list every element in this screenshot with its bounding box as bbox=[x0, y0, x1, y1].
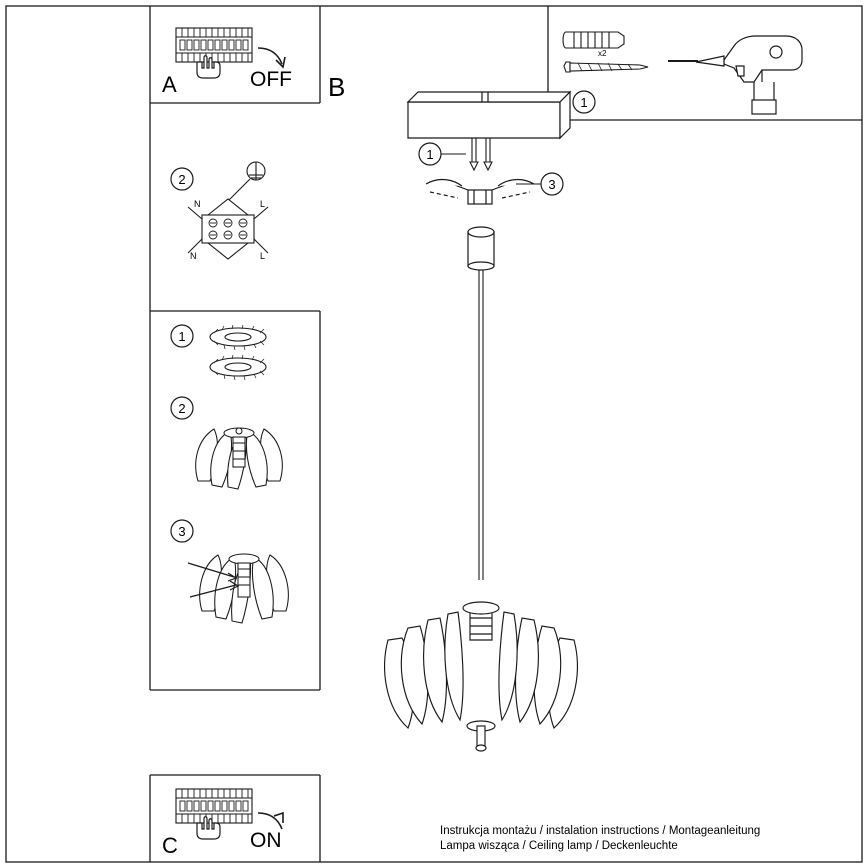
footer-caption bbox=[440, 824, 850, 854]
ceiling-mount-plate-icon bbox=[408, 92, 570, 138]
panel-a-state-label: OFF bbox=[250, 68, 292, 91]
terminal-label-n-top: N bbox=[194, 199, 201, 209]
assembly-step-3-number: 3 bbox=[178, 524, 186, 539]
panel-c-letter: C bbox=[162, 833, 178, 858]
terminal-label-l-top: L bbox=[260, 199, 266, 209]
panel-a bbox=[150, 6, 320, 103]
washer-rings-icon bbox=[210, 325, 266, 380]
assembly-step-2-number: 2 bbox=[178, 401, 186, 416]
footer-line-1: Instrukcja montażu / instalation instructions / Montageanleitung bbox=[440, 825, 761, 837]
panel-c bbox=[150, 775, 320, 862]
earth-ground-symbol-icon bbox=[247, 162, 265, 180]
terminal-block-icon bbox=[426, 180, 534, 204]
wiring-step-number: 2 bbox=[178, 172, 186, 187]
terminal-label-n-bottom: N bbox=[190, 251, 197, 261]
pendant-lamp-assembly-illustration bbox=[330, 80, 630, 780]
panel-a-letter: A bbox=[162, 72, 177, 97]
terminal-label-l-bottom: L bbox=[260, 251, 266, 261]
shade-petals-assembly-icon bbox=[196, 428, 283, 489]
terminal-step-number: 3 bbox=[548, 177, 556, 192]
shade-petals-tighten-icon bbox=[188, 554, 288, 623]
tools-step-number: 1 bbox=[580, 95, 588, 110]
screw-icon bbox=[564, 62, 648, 72]
panel-wiring bbox=[150, 103, 320, 311]
lamp-canopy-icon bbox=[468, 227, 494, 270]
wall-plug-dowel-icon bbox=[563, 32, 624, 48]
curved-arrow-down-icon bbox=[258, 48, 285, 67]
ceiling-step-number: 1 bbox=[426, 147, 434, 162]
curved-arrow-up-icon bbox=[258, 813, 283, 829]
panel-b-letter: B bbox=[328, 72, 346, 102]
footer-line-2: Lampa wisząca / Ceiling lamp / Deckenleuchte bbox=[440, 840, 678, 852]
pendant-lamp-icon bbox=[385, 602, 578, 751]
assembly-step-1-number: 1 bbox=[178, 329, 186, 344]
tools-quantity-label: x2 bbox=[598, 49, 607, 58]
power-drill-icon bbox=[668, 36, 802, 114]
panel-assembly bbox=[150, 311, 320, 690]
panel-c-state-label: ON bbox=[250, 829, 282, 852]
